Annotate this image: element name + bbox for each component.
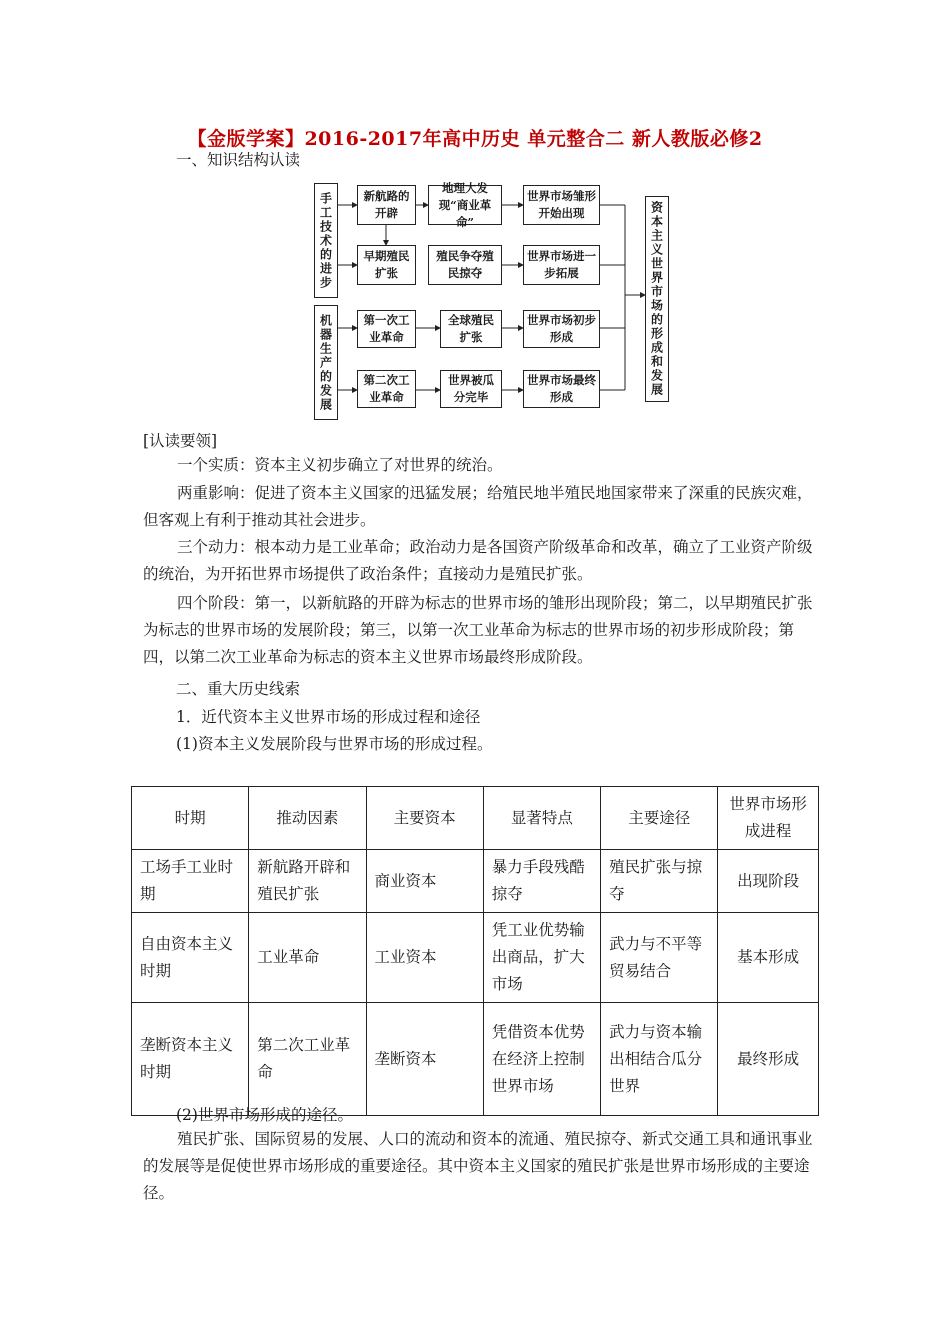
diagram-node-world-divided: 世界被瓜分完毕 [440,370,502,408]
diagram-node-capitalist-world-market: 资本主义世界市场的形成和发展 [645,196,669,402]
table-header-row [132,787,819,850]
section-heading-historical-clues: 二、重大历史线索 [176,680,301,698]
document-title: 【金版学案】2016-2017年高中历史 单元整合二 新人教版必修2 [187,128,763,150]
table-cell: 最终形成 [718,1003,819,1116]
diagram-node-market-embryo: 世界市场雏形开始出现 [523,185,600,225]
diagram-node-colonial-struggle: 殖民争夺殖民掠夺 [428,245,502,285]
table-cell: 武力与不平等贸易结合 [601,913,718,1003]
table-header-cell: 时期 [132,787,249,850]
subheading-stages: (1)资本主义发展阶段与世界市场的形成过程。 [176,735,493,753]
table-cell: 暴力手段残酷掠夺 [483,850,600,913]
reading-four-stages: 四个阶段：第一，以新航路的开辟为标志的世界市场的雏形出现阶段；第二，以早期殖民扩张为标志的世界市场的发展阶段；第三，以第一次工业革命为标志的世界市场的初步形成阶段；第四，以第二次工业革命为标志的资本主义世界市场最终形成阶段。 [143,594,813,666]
diagram-node-first-industrial-revolution: 第一次工业革命 [357,310,416,348]
diagram-node-early-colonial: 早期殖民扩张 [357,245,416,285]
diagram-node-second-industrial-revolution: 第二次工业革命 [357,370,416,408]
table-cell: 新航路开辟和殖民扩张 [249,850,366,913]
table-row [132,1003,819,1116]
market-formation-table [131,786,819,1116]
diagram-node-machine-production: 机器生产的发展 [314,305,338,420]
table-cell: 凭借资本优势在经济上控制世界市场 [483,1003,600,1116]
diagram-node-market-initial: 世界市场初步形成 [523,310,600,348]
table-cell: 工业革命 [249,913,366,1003]
reading-heading: [认读要领] [143,432,218,450]
reading-dual-impact: 两重影响：促进了资本主义国家的迅猛发展；给殖民地半殖民地国家带来了深重的民族灾难，但客观上有利于推动其社会进步。 [143,484,813,529]
subheading-market-formation: 1．近代资本主义世界市场的形成过程和途径 [176,708,481,726]
table-row [132,913,819,1003]
closing-paragraph: 殖民扩张、国际贸易的发展、人口的流动和资本的流通、殖民掠夺、新式交通工具和通讯事业的发展等是促使世界市场形成的重要途径。其中资本主义国家的殖民扩张是世界市场形成的主要途径。 [143,1130,813,1202]
table-row [132,850,819,913]
reading-three-drivers: 三个动力：根本动力是工业革命；政治动力是各国资产阶级革命和改革，确立了工业资产阶级的统治，为开拓世界市场提供了政治条件；直接动力是殖民扩张。 [143,538,813,583]
table-cell: 垄断资本 [366,1003,483,1116]
section-heading-knowledge-structure: 一、知识结构认读 [176,151,301,169]
table-cell: 出现阶段 [718,850,819,913]
table-cell: 自由资本主义时期 [132,913,249,1003]
table-cell: 工场手工业时期 [132,850,249,913]
reading-essence: 一个实质：资本主义初步确立了对世界的统治。 [177,456,503,474]
table-cell: 工业资本 [366,913,483,1003]
table-cell: 武力与资本输出相结合瓜分世界 [601,1003,718,1116]
diagram-node-geographic-discovery: 地理大发现“商业革命” [428,185,502,225]
table-header-cell: 主要资本 [366,787,483,850]
diagram-node-market-expansion: 世界市场进一步拓展 [523,245,600,285]
table-cell: 凭工业优势输出商品，扩大市场 [483,913,600,1003]
diagram-node-handcraft-progress: 手工技术的进步 [314,183,338,298]
table-header-cell: 推动因素 [249,787,366,850]
table-header-cell: 显著特点 [483,787,600,850]
diagram-node-market-final: 世界市场最终形成 [523,370,600,408]
table-cell: 基本形成 [718,913,819,1003]
table-header-cell: 主要途径 [601,787,718,850]
diagram-node-global-colonial: 全球殖民扩张 [440,310,502,348]
table-header-cell: 世界市场形成进程 [718,787,819,850]
subheading-pathways: (2)世界市场形成的途径。 [176,1106,353,1124]
table-cell: 第二次工业革命 [249,1003,366,1116]
table-cell: 垄断资本主义时期 [132,1003,249,1116]
knowledge-structure-diagram [300,180,680,425]
table-cell: 商业资本 [366,850,483,913]
table-cell: 殖民扩张与掠夺 [601,850,718,913]
diagram-node-new-route: 新航路的开辟 [357,185,416,225]
